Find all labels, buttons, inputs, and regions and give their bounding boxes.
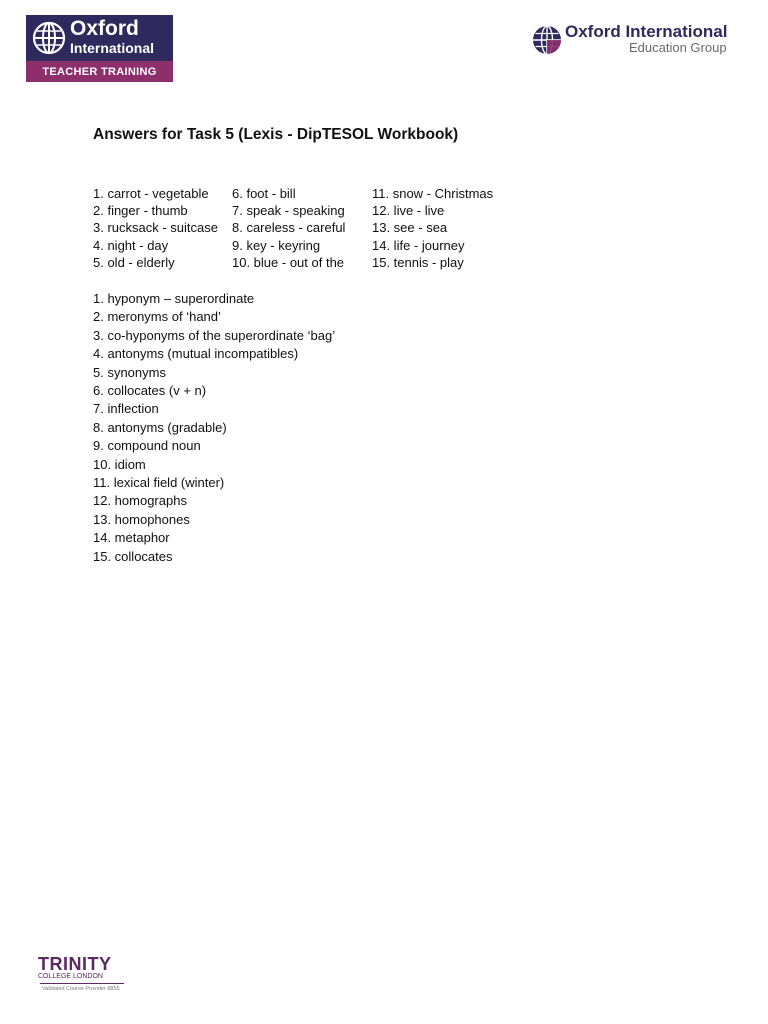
provider-text: Validated Course Provider 8855 [42, 986, 120, 992]
list-item: 6. foot - bill [232, 186, 296, 201]
list-item: 9. key - keyring [232, 237, 321, 253]
oxford-international-teacher-training-logo [26, 15, 173, 82]
list-item: 14. life - journey [372, 237, 465, 253]
list-item: 15. collocates [93, 548, 173, 564]
list-item: 3. rucksack - suitcase [93, 220, 218, 236]
logo-word-international: International [70, 40, 155, 56]
list-item: 9. compound noun [93, 438, 201, 454]
pairs-column-2 [232, 185, 345, 271]
pairs-column-3 [372, 185, 493, 271]
list-item: 4. antonyms (mutual incompatibles) [93, 346, 299, 362]
list-item: 10. idiom [93, 456, 146, 472]
list-item: 2. finger - thumb [93, 203, 188, 219]
oxford-international-education-group-logo [532, 22, 747, 58]
list-item: 8. antonyms (gradable) [93, 419, 227, 435]
trinity-wordmark: TRINITY [38, 954, 112, 974]
list-item: 2. meronyms of ‘hand’ [93, 309, 221, 325]
logo-word-oxford-international: Oxford International [565, 22, 728, 41]
list-item: 15. tennis - play [372, 254, 464, 270]
list-item: 11. lexical field (winter) [93, 475, 225, 491]
list-item: 5. synonyms [93, 364, 166, 380]
list-item: 6. collocates (v + n) [93, 383, 207, 399]
list-item: 12. homographs [93, 493, 187, 509]
page-title: Answers for Task 5 (Lexis - DipTESOL Workbook) [93, 126, 459, 143]
list-item: 12. live - live [372, 203, 445, 219]
divider [40, 983, 124, 984]
globe-icon [532, 25, 562, 55]
logo-word-oxford: Oxford [70, 17, 139, 40]
list-item: 3. co-hyponyms of the superordinate ‘bag’ [93, 327, 336, 343]
trinity-subtitle: COLLEGE LONDON [38, 973, 103, 980]
list-item: 1. hyponym – superordinate [93, 291, 255, 306]
relations-list [93, 290, 335, 566]
list-item: 13. see - sea [372, 220, 448, 236]
list-item: 11. snow - Christmas [372, 186, 494, 201]
list-item: 14. metaphor [93, 530, 170, 546]
logo-top-panel [26, 15, 173, 61]
list-item: 7. inflection [93, 401, 159, 417]
list-item: 13. homophones [93, 511, 190, 527]
list-item: 10. blue - out of the [232, 254, 345, 270]
globe-icon [32, 21, 66, 55]
pairs-column-1 [93, 185, 218, 271]
list-item: 5. old - elderly [93, 254, 175, 270]
teacher-training-banner: TEACHER TRAINING [26, 61, 173, 82]
logo-word-education-group: Education Group [629, 40, 727, 55]
trinity-college-london-logo [38, 955, 138, 995]
list-item: 7. speak - speaking [232, 203, 345, 219]
list-item: 8. careless - careful [232, 220, 346, 236]
list-item: 1. carrot - vegetable [93, 186, 209, 201]
list-item: 4. night - day [93, 237, 169, 253]
